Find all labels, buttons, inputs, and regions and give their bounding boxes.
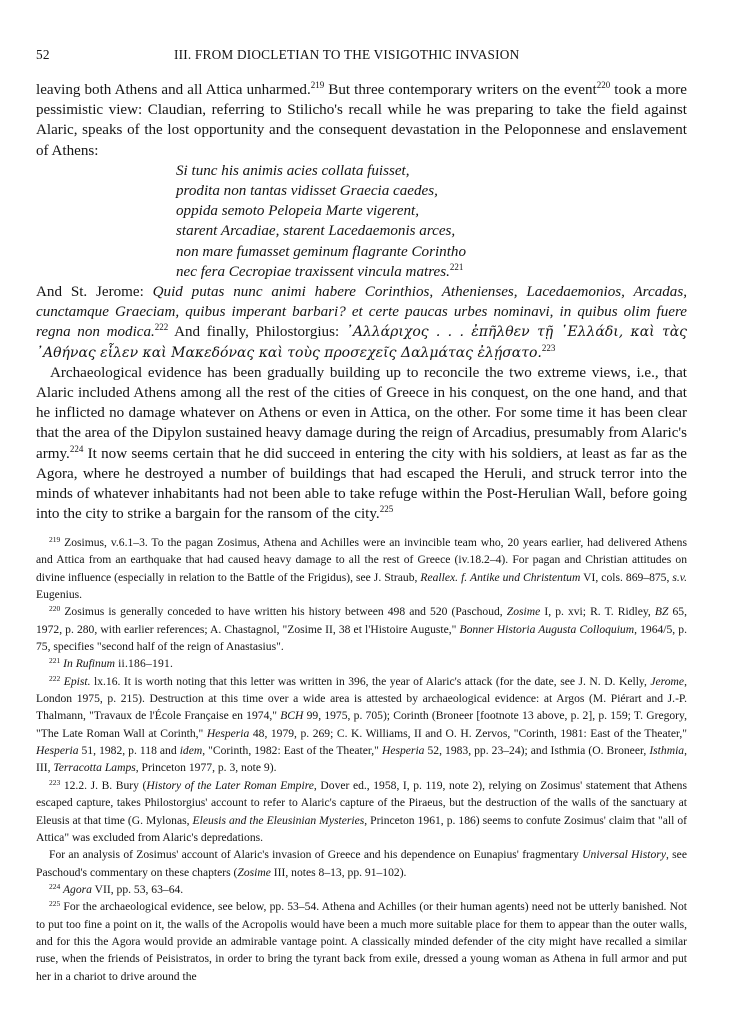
footnote-number: 220 bbox=[49, 604, 61, 614]
footnote-number: 222 bbox=[49, 673, 61, 683]
footnote-number: 223 bbox=[49, 777, 61, 787]
footnote-225 bbox=[36, 898, 687, 985]
text-run: For an analysis of Zosimus' account of Alaric's invasion of Greece and his dependence on Eunapius' fragmentary bbox=[49, 848, 583, 862]
text-run: 65, 1972, p. 280, with earlier references; A. Chastagnol, "Zosime II, 38 et l'Histoire Auguste," bbox=[36, 605, 688, 636]
text-run: For the archaeological evidence, see below, pp. 53–54. Athena and Achilles (or their human agents) need not be utterly banished. Not to put too fine a point on it, the walls of the Acropolis would have been a much more suitable place for them to appear than the outer walls, and for this the Agora would provide an admirable vantage point. A classically minded defender of the city might have recalled a similar ruse, when the friends of Peisistratos, in order to bring the tyrant back from exile, dressed a young woman as Athena in full armor and put her in a chariot to drive around the bbox=[36, 900, 687, 983]
footnote-221 bbox=[36, 655, 687, 672]
text-run: Eugenius. bbox=[36, 588, 83, 602]
text-run: And finally, Philostorgius: bbox=[168, 324, 346, 341]
verse-line: Si tunc his animis acies collata fuisset, bbox=[176, 162, 410, 179]
main-text bbox=[36, 80, 687, 524]
verse-line: non mare fumasset geminum flagrante Corintho bbox=[176, 243, 466, 260]
greek-quotation: ᾽Αλλάριχος . . . ἐπῆλθεν τῇ ῾Ελλάδι, καὶ τὰς ᾽Αθήνας εἷλεν καὶ Μακεδόνας καὶ τοὺς προσεχεῖς Δαλμάτας ἐλῄσατο. bbox=[36, 324, 687, 361]
verse-quotation bbox=[176, 161, 687, 282]
text-run: 52, 1983, pp. 23–24); and Isthmia (O. Broneer, bbox=[424, 744, 650, 758]
citation-title: Zosime bbox=[506, 605, 541, 619]
citation-title: Eleusis and the Eleusinian Mysteries bbox=[192, 813, 365, 827]
footnote-number: 224 bbox=[49, 881, 61, 891]
footnote-224 bbox=[36, 881, 687, 898]
paragraph-2 bbox=[36, 282, 687, 363]
verse-line: prodita non tantas vidisset Graecia caedes, bbox=[176, 183, 438, 200]
text-run: III, notes 8–13, pp. 91–102). bbox=[270, 865, 407, 879]
verse-line: starent Arcadiae, starent Lacedaemonis arces, bbox=[176, 223, 456, 240]
text-run: It now seems certain that he did succeed in entering the city with his soldiers, at least as far as the Agora, where he destroyed a number of buildings that had escaped the Heruli, and struck terror into the minds of whatever inhabitants had not been able to take refuge within the Post-Herulian Wall, before going into the city to strike a bargain for the ransom of the city. bbox=[36, 445, 687, 523]
text-run: Zosimus, v.6.1–3. To the pagan Zosimus, Athena and Achilles were an invincible team who, 20 years earlier, had delivered Athens and Attica from an earthquake that had caused heavy damage to all the rest of Greece (iv.18.2–4). For pagan and Christian attitudes on divine influence (especially in relation to the Battle of the Frigidus), see J. Straub, bbox=[36, 536, 687, 584]
citation-title: Hesperia bbox=[36, 744, 79, 758]
verse-line-text: nec fera Cecropiae traxissent vincula matres. bbox=[176, 263, 450, 280]
footnote-ref-219[interactable]: 219 bbox=[310, 80, 325, 90]
citation-title: idem bbox=[179, 744, 203, 758]
text-run: Zosimus is generally conceded to have written his history between 498 and 520 (Paschoud, bbox=[60, 605, 507, 619]
text-run: Archaeological evidence has been gradually building up to reconcile the two extreme views, i.e., that Alaric included Athens among all the rest of the cities of Greece in his conquest, on the one hand, and that he inflicted no damage whatever on Athens or even in Attica, on the other. For some time it has been clear that the area of the Dipylon sustained heavy damage during the reign of Arcadius, presumably from Alaric's army. bbox=[36, 364, 687, 462]
citation-title: BCH bbox=[280, 709, 304, 723]
paragraph-3 bbox=[36, 363, 687, 525]
text-run: , 1964/5, p. 75, specifies "second half of the reign of Anastasius". bbox=[36, 622, 687, 654]
footnote-number: 221 bbox=[49, 656, 61, 666]
text-run: , Dover ed., 1958, I, p. 119, note 2), relying on Zosimus' statement that Athens escaped capture, takes Philostorgius' account to refer to Alaric's capture of the Piraeus, but the destruction of the walls of the sanctuary at Eleusis at that time (G. Mylonas, bbox=[36, 778, 687, 827]
footnote-219 bbox=[36, 534, 687, 603]
text-run: , Princeton 1977, p. 3, note 9). bbox=[135, 761, 277, 775]
citation-title: Terracotta Lamps bbox=[53, 761, 136, 775]
footnote-number: 219 bbox=[49, 535, 61, 544]
running-title: III. FROM DIOCLETIAN TO THE VISIGOTHIC INVASION bbox=[174, 47, 520, 62]
footnote-ref-221[interactable]: 221 bbox=[449, 261, 464, 272]
footnote-223 bbox=[36, 777, 687, 846]
citation-title: Bonner Historia Augusta Colloquium bbox=[459, 622, 635, 636]
text-run: 51, 1982, p. 118 and bbox=[78, 744, 180, 758]
citation-title: Jerome bbox=[650, 674, 685, 688]
citation-title: Zosime bbox=[237, 865, 271, 879]
footnote-number: 225 bbox=[49, 899, 61, 909]
footnote-ref-220[interactable]: 220 bbox=[596, 80, 611, 90]
text-run: 12.2. J. B. Bury ( bbox=[60, 778, 147, 792]
latin-quotation: Quid putas nunc animi habere Corinthios, Athenienses, Lacedaemonios, Arcadas, cunctamque Graeciam, quibus imperant barbari? et certe paucas urbes nominavi, in quibus olim fuere regna non modica. bbox=[36, 284, 687, 341]
footnote-222 bbox=[36, 673, 687, 777]
citation-title: Hesperia bbox=[206, 726, 250, 740]
verse-line: oppida semoto Pelopeia Marte vigerent, bbox=[176, 203, 419, 220]
text-run: , see Paschoud's commentary on these chapters ( bbox=[36, 848, 687, 879]
text-run: leaving both Athens and all Attica unharmed. bbox=[36, 82, 311, 98]
text-run: But three contemporary writers on the event bbox=[324, 82, 597, 98]
text-run: , III, bbox=[36, 744, 687, 775]
citation-title: BZ bbox=[654, 605, 669, 619]
text-run: , "Corinth, 1982: East of the Theater," bbox=[202, 744, 382, 758]
footnote-ref-222[interactable]: 222 bbox=[154, 322, 169, 333]
footnote-ref-223[interactable]: 223 bbox=[541, 342, 556, 353]
text-run: I, p. xvi; R. T. Ridley, bbox=[540, 605, 655, 619]
text-run: VI, cols. 869–875, bbox=[580, 570, 673, 584]
citation-title: Reallex. f. Antike und Christentum bbox=[420, 570, 581, 584]
text-run: VII, pp. 53, 63–64. bbox=[91, 882, 184, 896]
footnote-220 bbox=[36, 603, 687, 655]
citation-title: Epist. bbox=[60, 674, 91, 688]
citation-title: Isthmia bbox=[649, 744, 685, 758]
citation-title: In Rufinum bbox=[60, 657, 115, 671]
citation-title: History of the Later Roman Empire bbox=[146, 778, 314, 792]
text-run: took a more pessimistic view: Claudian, referring to Stilicho's recall while he was preparing to take the field against Alaric, speaks of the lost opportunity and the consequent devastation in the Peloponnese and enslavement of Athens: bbox=[36, 82, 687, 159]
text-run: lx.16. It is worth noting that this letter was written in 396, the year of Alaric's attack (for the date, see J. N. D. Kelly, bbox=[90, 674, 651, 688]
paragraph-1 bbox=[36, 80, 687, 161]
text-run: And St. Jerome: bbox=[36, 284, 153, 301]
footnotes bbox=[36, 534, 687, 985]
verse-line-last bbox=[176, 262, 687, 282]
footnote-223-continued bbox=[36, 846, 687, 881]
citation-title: Universal History bbox=[582, 848, 666, 862]
page-number: 52 bbox=[36, 47, 50, 62]
text-run: , London 1975, p. 215). Destruction at this time over a wide area is attested by archaeological evidence: at Argos (M. Piérart and J.-P. Thalmann, "Travaux de l'École Française en 1974," bbox=[36, 674, 687, 723]
citation-title: Hesperia bbox=[381, 744, 425, 758]
text-run: ii.186–191. bbox=[115, 657, 174, 671]
footnote-ref-224[interactable]: 224 bbox=[69, 443, 84, 454]
footnote-ref-225[interactable]: 225 bbox=[379, 504, 394, 515]
text-run: , Princeton 1961, p. 186) seems to confute Zosimus' claim that "all of Attica" was excluded from Alaric's depredations. bbox=[36, 813, 687, 844]
citation-title: s.v. bbox=[672, 570, 687, 584]
text-run: 48, 1979, p. 269; C. K. Williams, II and O. H. Zervos, "Corinth, 1981: East of the Theater," bbox=[249, 726, 687, 740]
citation-title: Agora bbox=[60, 882, 92, 896]
text-run: 99, 1975, p. 705); Corinth (Broneer [footnote 13 above, p. 2], p. 159; T. Gregory, "The Late Roman Wall at Corinth," bbox=[36, 709, 687, 740]
